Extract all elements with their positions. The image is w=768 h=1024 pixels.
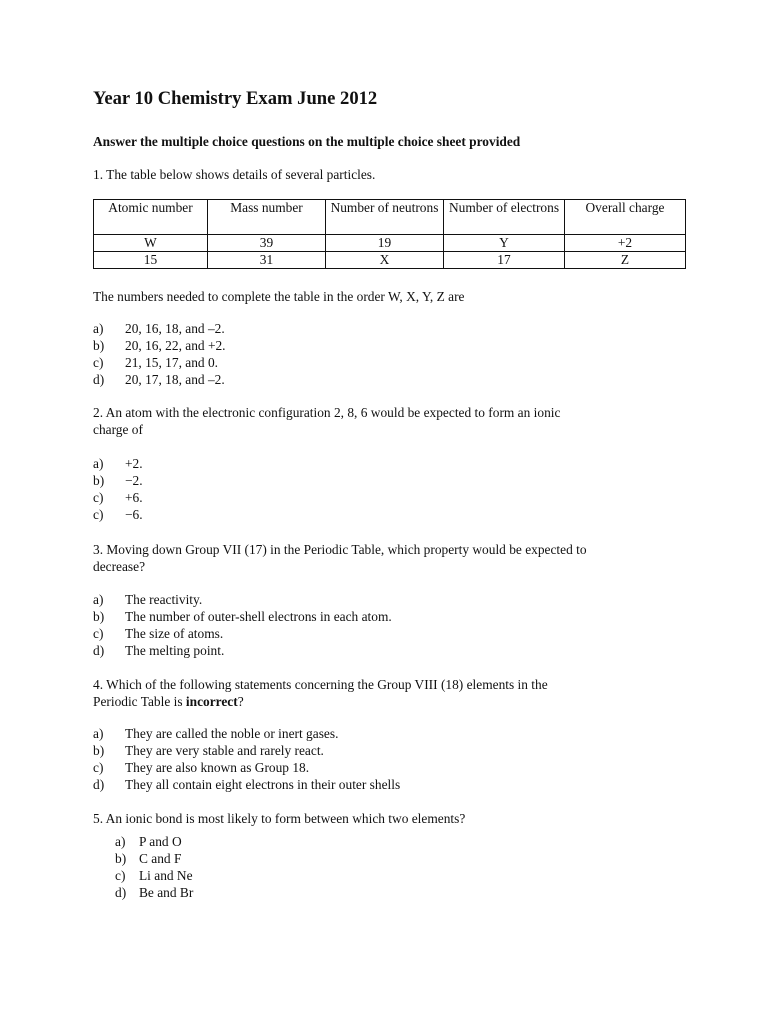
option-item (93, 833, 693, 850)
question-5-stem: 5. An ionic bond is most likely to form between which two elements? (93, 811, 466, 826)
option-text: The size of atoms. (125, 626, 224, 641)
option-text: +2. (125, 456, 143, 471)
option-text: The melting point. (125, 643, 225, 658)
option-text: 20, 17, 18, and –2. (125, 372, 225, 387)
table-header-cell: Mass number (208, 200, 326, 235)
option-letter: d) (93, 372, 105, 387)
option-text: 20, 16, 22, and +2. (125, 338, 226, 353)
question-4-emphasis: incorrect (185, 694, 238, 709)
option-item (93, 625, 693, 642)
question-3-stem-line-1: 3. Moving down Group VII (17) in the Periodic Table, which property would be expected to (93, 542, 587, 557)
question-1 (93, 288, 693, 305)
table-cell: W (94, 235, 208, 252)
option-item (93, 884, 693, 901)
table-row (94, 235, 686, 252)
option-letter: b) (93, 609, 105, 624)
option-item (93, 867, 693, 884)
option-text: −6. (125, 507, 143, 522)
page-title: Year 10 Chemistry Exam June 2012 (93, 88, 378, 109)
option-item (93, 354, 693, 371)
option-item (93, 506, 693, 523)
option-item (93, 759, 693, 776)
option-text: +6. (125, 490, 143, 505)
option-text: Li and Ne (139, 868, 193, 883)
option-item (93, 489, 693, 506)
question-3 (93, 541, 693, 575)
question-3-stem-line-2: decrease? (93, 559, 146, 574)
question-4-options (93, 725, 693, 793)
option-letter: d) (93, 777, 105, 792)
table-cell: Y (444, 235, 565, 252)
table-header-row (94, 200, 686, 235)
table-header-cell: Number of neutrons (326, 200, 444, 235)
option-text: C and F (139, 851, 182, 866)
option-text: The number of outer-shell electrons in each atom. (125, 609, 392, 624)
option-text: −2. (125, 473, 143, 488)
option-item (93, 642, 693, 659)
option-letter: c) (93, 760, 104, 775)
option-item (93, 591, 693, 608)
option-item (93, 472, 693, 489)
option-text: They are very stable and rarely react. (125, 743, 324, 758)
option-letter: c) (93, 355, 104, 370)
table-cell: 19 (326, 235, 444, 252)
question-4-stem-end: ? (237, 694, 244, 709)
option-item (93, 337, 693, 354)
option-letter: a) (93, 456, 104, 471)
option-item (93, 371, 693, 388)
option-letter: a) (93, 321, 104, 336)
question-2-stem-line-2: charge of (93, 422, 143, 437)
question-2-options (93, 455, 693, 523)
option-letter: d) (115, 885, 127, 900)
question-3-options (93, 591, 693, 659)
option-item (93, 725, 693, 742)
question-2 (93, 404, 693, 438)
instructions: Answer the multiple choice questions on the multiple choice sheet provided (93, 134, 521, 149)
question-1-intro (93, 166, 693, 183)
question-4-stem-line-1: 4. Which of the following statements concerning the Group VIII (18) elements in the (93, 677, 548, 692)
question-5 (93, 810, 693, 827)
option-letter: c) (93, 626, 104, 641)
particles-table (93, 199, 686, 269)
option-text: They are called the noble or inert gases. (125, 726, 339, 741)
table-cell: 39 (208, 235, 326, 252)
question-2-stem-line-1: 2. An atom with the electronic configuration 2, 8, 6 would be expected to form an ionic (93, 405, 561, 420)
question-1-options (93, 320, 693, 388)
table-cell: X (326, 252, 444, 269)
question-4 (93, 676, 693, 710)
option-text: P and O (139, 834, 182, 849)
option-item (93, 455, 693, 472)
table-cell: 17 (444, 252, 565, 269)
table-cell: +2 (565, 235, 686, 252)
option-letter: d) (93, 643, 105, 658)
table-row (94, 252, 686, 269)
option-text: They all contain eight electrons in their outer shells (125, 777, 401, 792)
option-letter: b) (115, 851, 127, 866)
table-cell: 31 (208, 252, 326, 269)
option-item (93, 742, 693, 759)
question-1-intro-text: 1. The table below shows details of several particles. (93, 167, 376, 182)
question-4-stem-line-2 (93, 693, 693, 710)
question-5-options (93, 833, 693, 901)
option-item (93, 850, 693, 867)
question-4-stem-text: Periodic Table is (93, 694, 186, 709)
option-letter: c) (93, 490, 104, 505)
option-letter: c) (115, 868, 126, 883)
question-1-stem: The numbers needed to complete the table in the order W, X, Y, Z are (93, 289, 465, 304)
table-cell: Z (565, 252, 686, 269)
table-header-cell: Atomic number (94, 200, 208, 235)
option-text: The reactivity. (125, 592, 203, 607)
option-text: 21, 15, 17, and 0. (125, 355, 218, 370)
table-header-cell: Number of electrons (444, 200, 565, 235)
option-item (93, 776, 693, 793)
option-letter: a) (93, 592, 104, 607)
option-letter: a) (93, 726, 104, 741)
option-text: Be and Br (139, 885, 194, 900)
option-letter: c) (93, 507, 104, 522)
option-item (93, 320, 693, 337)
table-header-cell: Overall charge (565, 200, 686, 235)
option-text: They are also known as Group 18. (125, 760, 310, 775)
option-letter: b) (93, 338, 105, 353)
option-text: 20, 16, 18, and –2. (125, 321, 225, 336)
option-letter: a) (115, 834, 126, 849)
option-letter: b) (93, 743, 105, 758)
option-letter: b) (93, 473, 105, 488)
table-cell: 15 (94, 252, 208, 269)
option-item (93, 608, 693, 625)
